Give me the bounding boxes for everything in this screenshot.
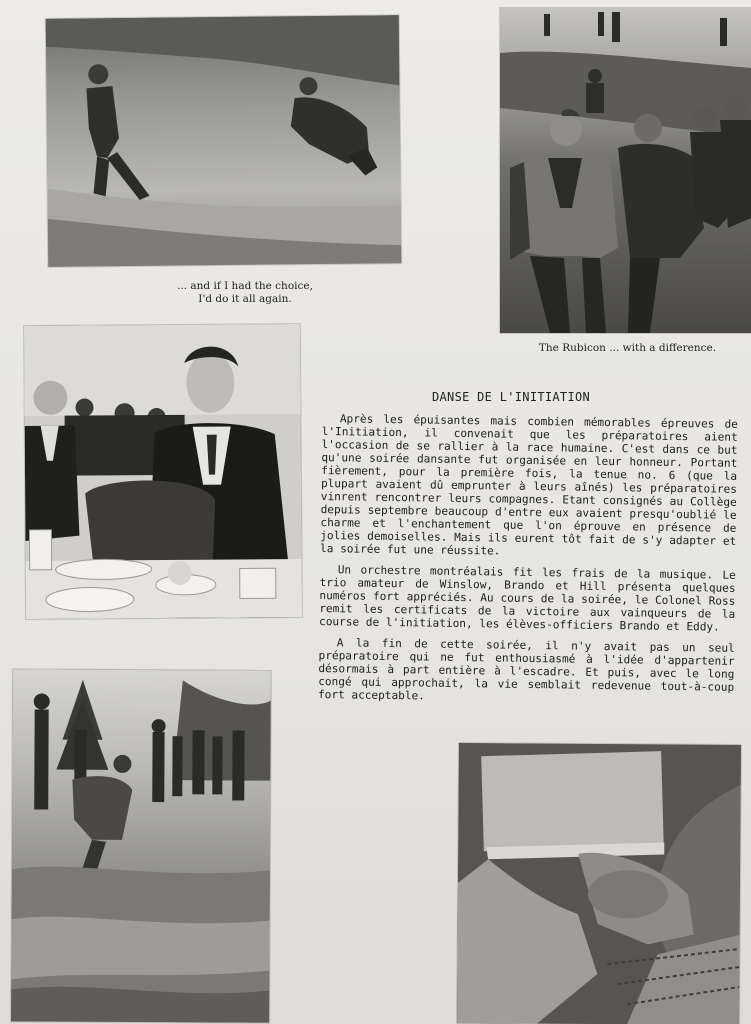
- photo-mud-pit: [457, 743, 741, 1024]
- article-title: DANSE DE L'INITIATION: [432, 390, 591, 404]
- caption-rubicon: The Rubicon ... with a difference.: [538, 342, 717, 354]
- photo-field-initiation-image: [11, 669, 271, 1022]
- photo-banquet-cadet-image: [24, 324, 302, 619]
- article-paragraph: Après les épuisantes mais combien mémorables épreuves de l'Initiation, il convenait que les préparatoires aient l'occasion de se rallier à la race humaine. C'est dans ce but qu'une soirée dansante fut organisée en leur honneur. Portant fièrement, pour la première fois, la tenue no. 6 (que la plupart avaient dû emprunter à leurs aînés) les préparatoires vinrent rencontrer leurs compagnes. Etant consignés au Collège depuis septembre beaucoup d'entre eux avaient presqu'oublié le charme et l'enchantement que l'on éprouve en présence de jolies demoiselles. Mais ils eurent tôt fait de s'y adapter et la soirée fut une réussite.: [320, 412, 738, 558]
- article-paragraph: Un orchestre montréalais fit les frais de la musique. Le trio amateur de Winslow, Brando et Hill présenta quelques numéros fort appréciés. Au cours de la soirée, le Colonel Ross remit les certificats de la victoire aux vainqueurs de la course de l'initiation, les élèves-officiers Brando et Eddy.: [318, 563, 736, 634]
- photo-rubicon-cadets: [500, 8, 751, 333]
- article-paragraph: A la fin de cette soirée, il n'y avait pas un seul préparatoire qui ne fut enthousiasmé à l'idée d'appartenir désormais à part entière à l'escadre. Et puis, avec le long congé qui approchait, la vie semblait redevenue tout-à-coup fort acceptable.: [317, 636, 735, 703]
- photo-stream-crossing-image: [46, 15, 402, 267]
- article-body: [318, 412, 738, 715]
- photo-banquet-cadet: [24, 324, 302, 619]
- photo-field-initiation: [11, 669, 271, 1022]
- photo-stream-crossing: [46, 15, 402, 267]
- photo-rubicon-cadets-image: [500, 8, 751, 333]
- photo-mud-pit-image: [457, 743, 741, 1024]
- caption-stream-crossing: ... and if I had the choice, I'd do it all again.: [177, 280, 313, 305]
